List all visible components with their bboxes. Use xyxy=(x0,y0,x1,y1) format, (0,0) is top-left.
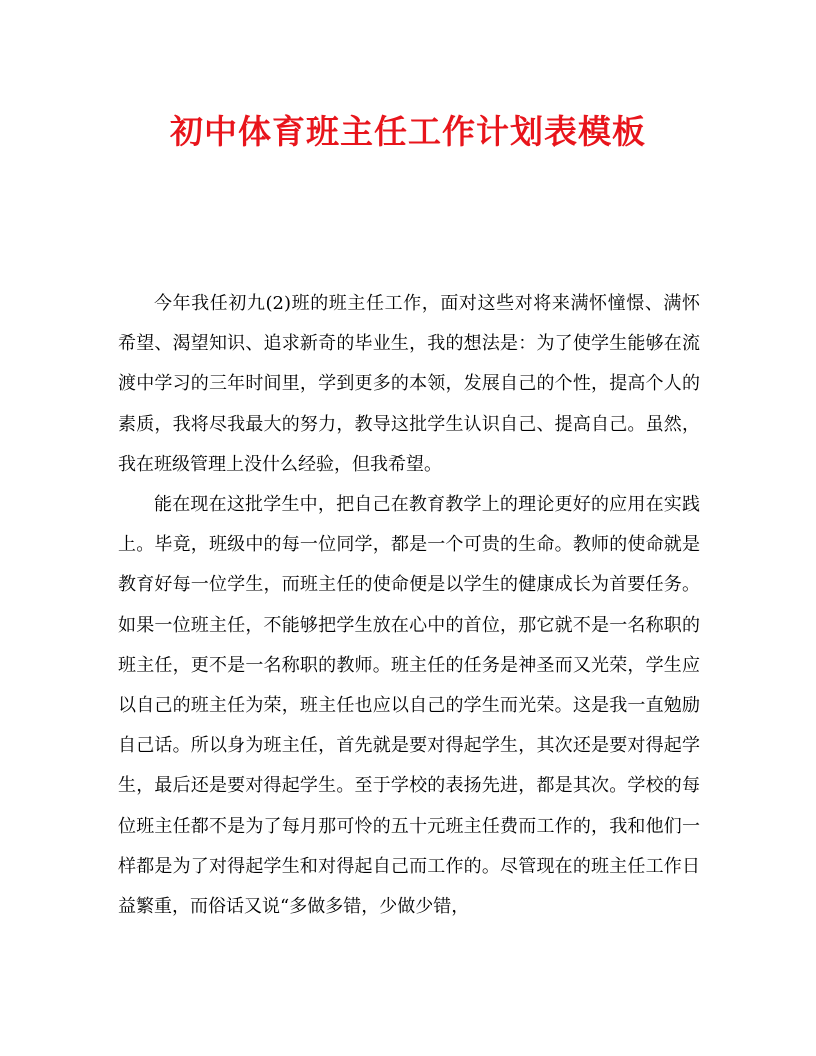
paragraph-1: 今年我任初九(2)班的班主任工作，面对这些对将来满怀憧憬、满怀希望、渴望知识、追求新奇的毕业生，我的想法是：为了使学生能够在流渡中学习的三年时间里，学到更多的本领，发展自己的个性，提高个人的素质，我将尽我最大的努力，教导这批学生认识自己、提高自己。虽然，我在班级管理上没什么经验，但我希望。 xyxy=(118,293,700,475)
document-body xyxy=(118,284,700,927)
paragraph-2: 能在现在这批学生中，把自己在教育教学上的理论更好的应用在实践上。毕竟，班级中的每一位同学，都是一个可贵的生命。教师的使命就是教育好每一位学生，而班主任的使命便是以学生的健康成长为首要任务。如果一位班主任，不能够把学生放在心中的首位，那它就不是一名称职的班主任，更不是一名称职的教师。班主任的任务是神圣而又光荣，学生应以自己的班主任为荣，班主任也应以自己的学生而光荣。这是我一直勉励自己话。所以身为班主任，首先就是要对得起学生，其次还是要对得起学生，最后还是要对得起学生。至于学校的表扬先进，都是其次。学校的每位班主任都不是为了每月那可怜的五十元班主任费而工作的，我和他们一样都是为了对得起学生和对得起自己而工作的。尽管现在的班主任工作日益繁重，而俗话又说“多做多错，少做少错， xyxy=(118,494,700,918)
document-title: 初中体育班主任工作计划表模板 xyxy=(170,112,646,151)
